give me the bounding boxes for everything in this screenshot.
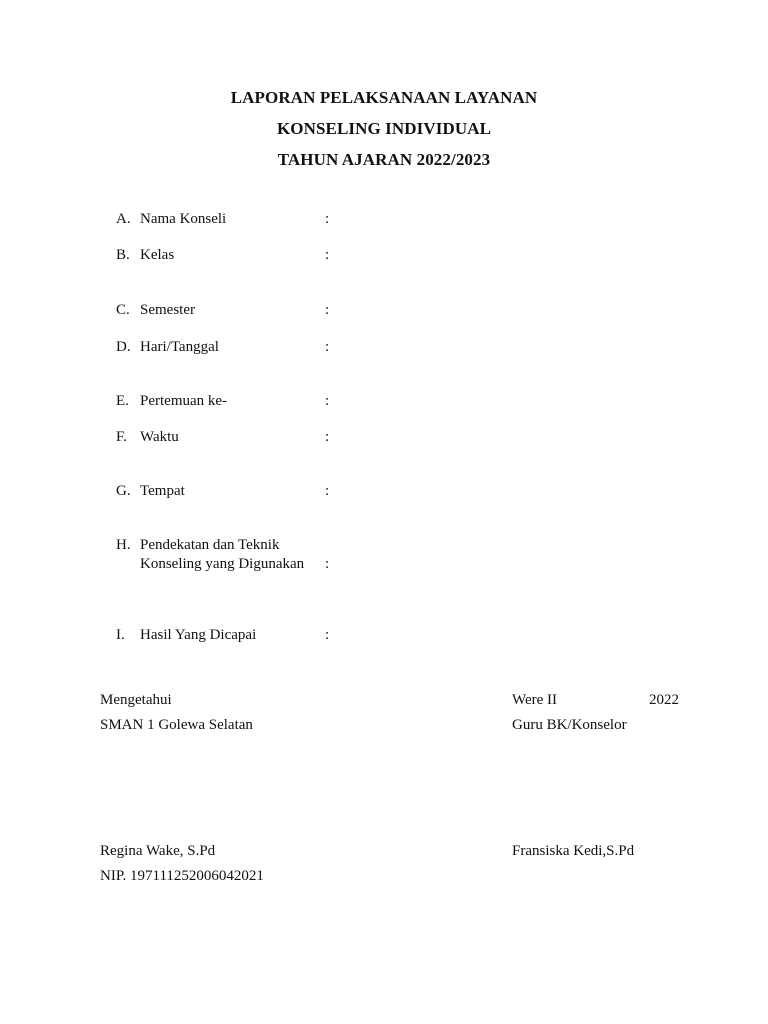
field-colon: : [325,339,330,355]
field-colon: : [325,556,330,572]
counselor-name: Fransiska Kedi,S.Pd [512,843,635,859]
field-colon: : [325,393,330,409]
field-letter: C. [116,302,130,318]
field-letter: I. [116,627,125,643]
principal-name: Regina Wake, S.Pd [100,843,216,859]
signing-year: 2022 [649,692,679,708]
document-title-line-3: TAHUN AJARAN 2022/2023 [277,150,491,169]
field-label: Hasil Yang Dicapai [140,627,257,643]
field-letter: G. [116,483,131,499]
field-colon: : [325,211,330,227]
school-name: SMAN 1 Golewa Selatan [100,717,253,733]
field-label: Semester [140,302,195,318]
field-label: Kelas [140,247,175,263]
field-label: Pendekatan dan Teknik [140,537,280,553]
field-letter: D. [116,339,131,355]
field-label-line-2: Konseling yang Digunakan [140,556,305,572]
document-title-line-1: LAPORAN PELAKSANAAN LAYANAN [230,88,538,107]
field-label: Hari/Tanggal [140,339,219,355]
field-letter: H. [116,537,131,553]
field-label: Nama Konseli [140,211,227,227]
field-label: Pertemuan ke- [140,393,228,409]
document-title-line-2: KONSELING INDIVIDUAL [276,119,492,138]
mengetahui-label: Mengetahui [100,692,172,708]
field-colon: : [325,302,330,318]
field-letter: E. [116,393,129,409]
counselor-role: Guru BK/Konselor [512,717,627,733]
field-letter: F. [116,429,127,445]
field-letter: B. [116,247,130,263]
field-colon: : [325,429,330,445]
field-colon: : [325,483,330,499]
field-letter: A. [116,211,131,227]
field-colon: : [325,247,330,263]
signing-place: Were II [512,692,558,708]
field-label: Waktu [140,429,179,445]
principal-nip: NIP. 197111252006042021 [100,868,264,884]
field-label: Tempat [140,483,185,499]
field-colon: : [325,627,330,643]
